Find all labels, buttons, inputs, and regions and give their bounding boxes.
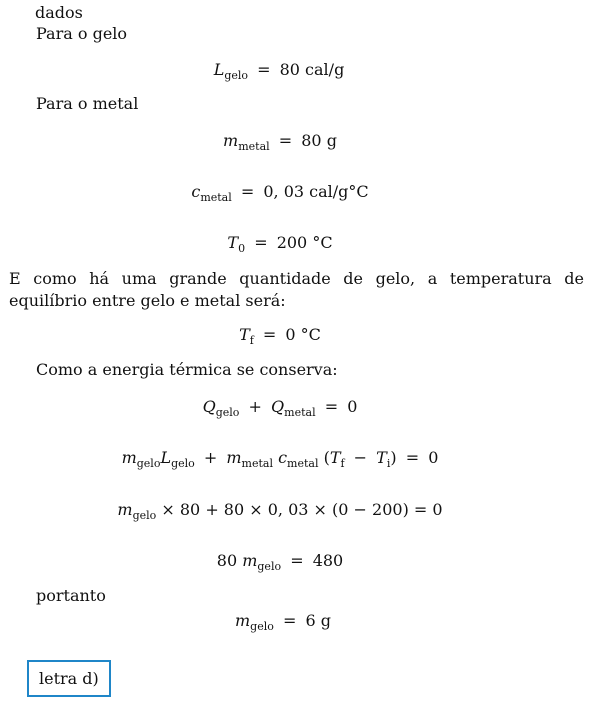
equation-numeric	[0, 499, 580, 527]
eq-expression: × 80 + 80 × 0, 03 × (0 − 200) = 0	[161, 500, 443, 519]
eq-coefficient: 80	[216, 551, 238, 570]
equation-final-temperature	[0, 324, 580, 352]
eq-subscript: metal	[241, 457, 273, 470]
equation-result	[0, 610, 583, 638]
eq-symbol: c	[191, 182, 201, 201]
eq-subscript: gelo	[257, 560, 282, 573]
eq-symbol: m	[242, 551, 258, 570]
section-label-metal: Para o metal	[36, 94, 139, 113]
eq-value: 0	[428, 448, 439, 467]
eq-value: 480	[312, 551, 344, 570]
eq-value: 0, 03 cal/g°C	[263, 182, 369, 201]
section-label-gelo: Para o gelo	[36, 24, 128, 43]
paragraph-equilibrium: E como há uma grande quantidade de gelo, a temperatura de equilíbrio entre gelo e metal será:	[9, 269, 584, 310]
eq-subscript: metal	[284, 406, 316, 419]
eq-operator: =	[257, 60, 271, 79]
eq-subscript: gelo	[171, 457, 195, 470]
eq-operator: +	[203, 448, 218, 467]
answer-box	[27, 660, 111, 697]
eq-operator: =	[324, 397, 339, 416]
equation-simplified	[0, 550, 580, 578]
eq-value: 0	[347, 397, 358, 416]
eq-subscript: gelo	[215, 406, 240, 419]
equation-specific-heat	[0, 181, 580, 209]
eq-subscript: gelo	[136, 457, 161, 470]
eq-paren: )	[390, 448, 397, 467]
eq-operator: =	[290, 551, 304, 570]
eq-operator: =	[405, 448, 420, 467]
equation-heat-balance	[0, 396, 580, 424]
eq-subscript: i	[386, 457, 391, 470]
conclusion-text: portanto	[36, 586, 106, 605]
equation-latent-heat	[0, 59, 579, 87]
eq-subscript: metal	[200, 191, 232, 204]
eq-value: 0 °C	[285, 325, 321, 344]
eq-symbol: m	[235, 611, 251, 630]
eq-subscript: gelo	[250, 620, 274, 633]
eq-value: 6 g	[305, 611, 331, 630]
eq-subscript: 0	[238, 242, 246, 255]
eq-operator: +	[248, 397, 262, 416]
eq-symbol: Q	[202, 397, 216, 416]
heading-dados: dados	[35, 3, 83, 22]
eq-value: 80 cal/g	[279, 60, 345, 79]
eq-operator: =	[262, 325, 277, 344]
eq-symbol: T	[329, 448, 341, 467]
eq-operator: =	[254, 233, 268, 252]
eq-symbol: m	[226, 448, 242, 467]
equation-initial-temperature	[0, 232, 580, 260]
equation-expanded	[0, 447, 580, 475]
eq-symbol: m	[117, 500, 133, 519]
eq-paren: (	[323, 448, 330, 467]
eq-operator: =	[240, 182, 255, 201]
eq-subscript: f	[249, 334, 254, 347]
eq-operator: =	[278, 131, 293, 150]
eq-symbol: m	[223, 131, 239, 150]
eq-subscript: metal	[238, 140, 270, 153]
eq-subscript: gelo	[132, 509, 157, 522]
eq-value: 80 g	[301, 131, 337, 150]
eq-subscript: gelo	[224, 69, 249, 82]
eq-operator: =	[282, 611, 297, 630]
eq-subscript: f	[340, 457, 345, 470]
conservation-text: Como a energia térmica se conserva:	[36, 360, 338, 379]
eq-symbol: T	[239, 325, 250, 344]
eq-subscript: metal	[287, 457, 319, 470]
eq-symbol: L	[160, 448, 172, 467]
equation-metal-mass	[0, 130, 580, 158]
eq-symbol: m	[121, 448, 137, 467]
eq-symbol: Q	[271, 397, 285, 416]
eq-symbol: T	[376, 448, 387, 467]
answer-label: letra d)	[39, 669, 99, 688]
eq-value: 200 °C	[276, 233, 333, 252]
eq-operator: −	[353, 448, 368, 467]
eq-symbol: L	[213, 60, 225, 79]
eq-symbol: T	[227, 233, 239, 252]
eq-symbol: c	[278, 448, 288, 467]
